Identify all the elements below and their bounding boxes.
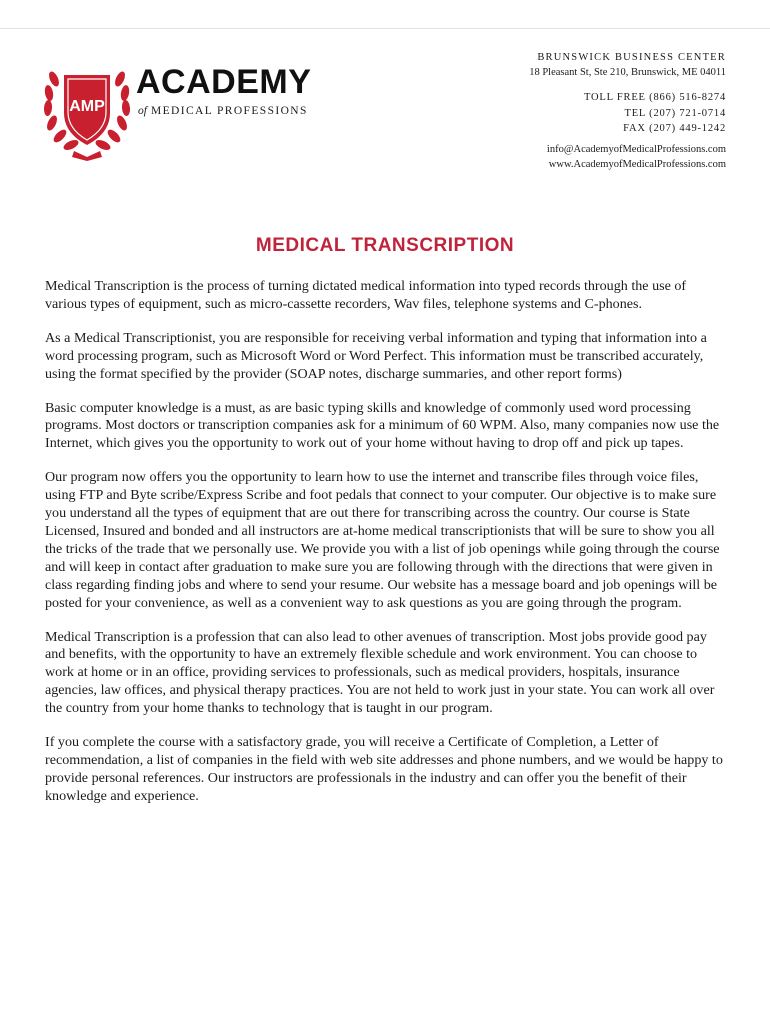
telephone-number: TEL (207) 721-0714 [624, 107, 726, 119]
viewer-top-band [0, 0, 770, 29]
business-center-name: BRUNSWICK BUSINESS CENTER [537, 52, 726, 63]
contact-block [529, 50, 726, 172]
paragraph: Medical Transcription is a profession that can also lead to other avenues of transcription. Most jobs provide good pay and benefits, with the opportunity to have an extremely flexible schedule and work environment. You can choose to work at home or in an office, providing services to professionals, such as medical providers, hospitals, insurance agencies, law offices, and physical therapy practices. You are not held to work just in your state. You can work all over the country from your home thanks to technology that is taught in our program. [45, 628, 715, 717]
laurel-crest-icon [42, 53, 132, 161]
paragraph: If you complete the course with a satisfactory grade, you will receive a Certificate of Completion, a Letter of recommendation, a list of companies in the field with web site addresses and phone numbers, and we would be happy to provide personal references. Our instructors are professionals in the industry and can offer you the benefit of their knowledge and experience. [45, 734, 723, 804]
fax-number: FAX (207) 449-1242 [623, 122, 726, 134]
academy-logo [42, 53, 332, 163]
crest-monogram: AMP [69, 98, 105, 115]
paragraph: Our program now offers you the opportunity to learn how to use the internet and transcribe files through voice files, using FTP and Byte scribe/Express Scribe and foot pedals that connect to your computer. Our objective is to make sure you understand all the types of equipment that are out there for transcribing across the country. Our course is State Licensed, Insured and bonded and all instructors are at-home medical transcriptionists that will be sure to show you all the tricks of the trade that we personally use. We provide you with a list of job openings while going through the course and will keep in contact after graduation to make sure you are following through with the directions that were given in class regarding finding jobs and where to send your resume. Our website has a message board and job openings will be posted for your convenience, as well as a convenient way to ask questions as you are going through the program. [45, 469, 720, 611]
document-title: MEDICAL TRANSCRIPTION [255, 235, 515, 256]
logo-tagline-text: MEDICAL PROFESSIONS [150, 105, 308, 117]
paragraph: Medical Transcription is the process of turning dictated medical information into typed records through the use of various types of equipment, such as micro-cassette recorders, Wav files, telephone systems and C-phones. [45, 278, 687, 312]
paragraph: Basic computer knowledge is a must, as are basic typing skills and knowledge of commonly used word processing programs. Most doctors or transcription companies ask for a minimum of 60 WPM. Also, many companies now use the Internet, which gives you the opportunity to work out of your home without having to drop off and pick up tapes. [45, 399, 720, 452]
paragraph: As a Medical Transcriptionist, you are responsible for receiving verbal information and typing that information into a word processing program, such as Microsoft Word or Word Perfect. This information must be transcribed accurately, using the format specified by the provider (SOAP notes, discharge summaries, and other report forms) [45, 329, 707, 382]
toll-free-number: TOLL FREE (866) 516-8274 [584, 92, 726, 104]
document-body [45, 278, 727, 822]
email-address: info@AcademyofMedicalProfessions.com [546, 144, 726, 156]
website-address: www.AcademyofMedicalProfessions.com [548, 159, 726, 171]
document-page [0, 29, 770, 1024]
logo-tagline [138, 105, 308, 117]
logo-tagline-of: of [138, 105, 147, 117]
logo-wordmark: ACADEMY [136, 63, 312, 101]
business-address: 18 Pleasant St, Ste 210, Brunswick, ME 04011 [529, 67, 726, 79]
